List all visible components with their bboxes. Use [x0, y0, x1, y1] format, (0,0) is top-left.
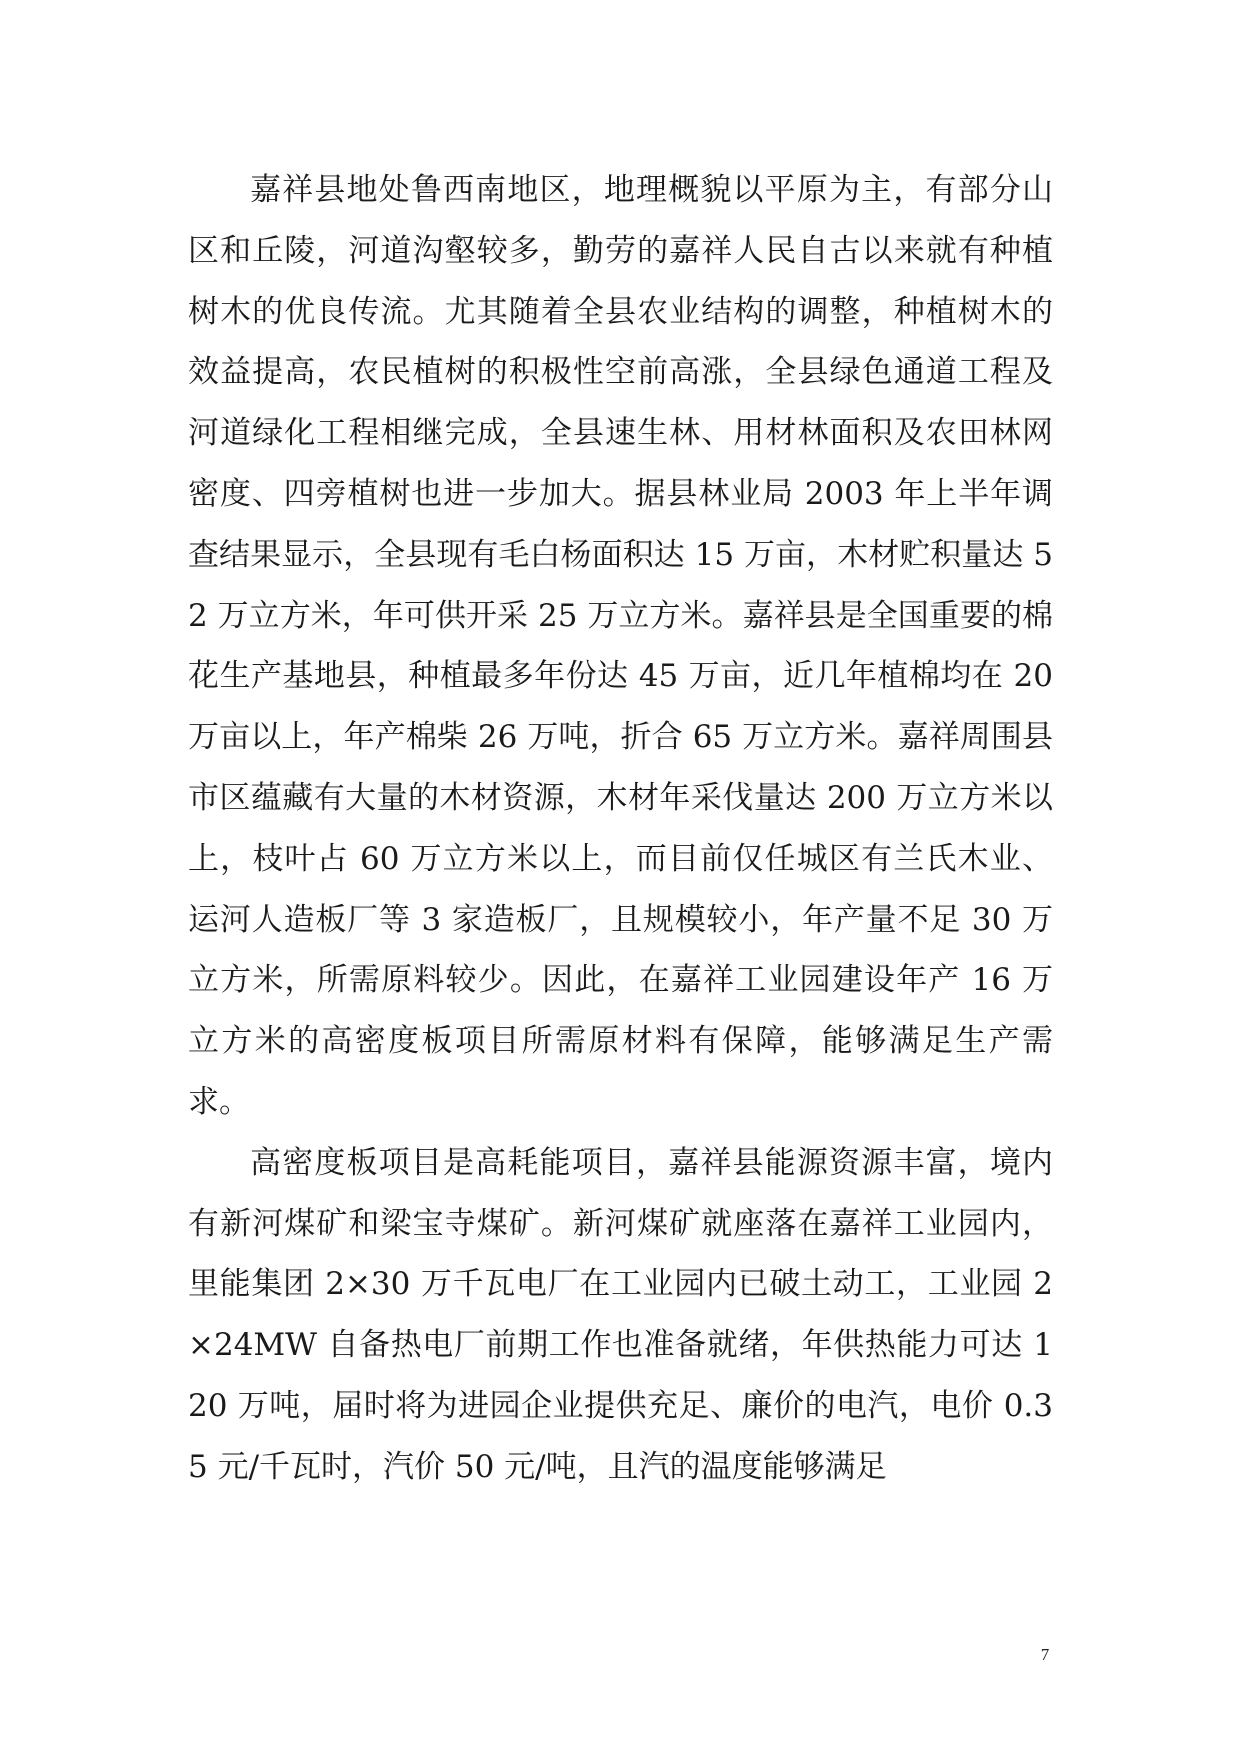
paragraph-raw-materials: 嘉祥县地处鲁西南地区，地理概貌以平原为主，有部分山区和丘陵，河道沟壑较多，勤劳的嘉祥人民自古以来就有种植树木的优良传流。尤其随着全县农业结构的调整，种植树木的效益提高，农民植树的积极性空前高涨，全县绿色通道工程及河道绿化工程相继完成，全县速生林、用材林面积及农田林网密度、四旁植树也进一步加大。据县林业局 2003 年上半年调查结果显示，全县现有毛白杨面积达 15 万亩，木材贮积量达 52 万立方米，年可供开采 25 万立方米。嘉祥县是全国重要的棉花生产基地县，种植最多年份达 45 万亩，近几年植棉均在 20 万亩以上，年产棉柴 26 万吨，折合 65 万立方米。嘉祥周围县市区蕴藏有大量的木材资源，木材年采伐量达 200 万立方米以上，枝叶占 60 万立方米以上，而目前仅任城区有兰氏木业、运河人造板厂等 3 家造板厂，且规模较小，年产量不足 30 万立方米，所需原料较少。因此，在嘉祥工业园建设年产 16 万立方米的高密度板项目所需原材料有保障，能够满足生产需求。 [188, 172, 1053, 1120]
page-number: 7 [1040, 1645, 1050, 1664]
paragraph-energy: 高密度板项目是高耗能项目，嘉祥县能源资源丰富，境内有新河煤矿和梁宝寺煤矿。新河煤矿就座落在嘉祥工业园内，里能集团 2×30 万千瓦电厂在工业园内已破土动工，工业园 2×24MW 自备热电厂前期工作也准备就绪，年供热能力可达 120 万吨，届时将为进园企业提供充足、廉价的电汽，电价 0.35 元/千瓦时，汽价 50 元/吨，且汽的温度能够满足 [188, 1144, 1053, 1485]
body-text [188, 160, 1053, 1498]
